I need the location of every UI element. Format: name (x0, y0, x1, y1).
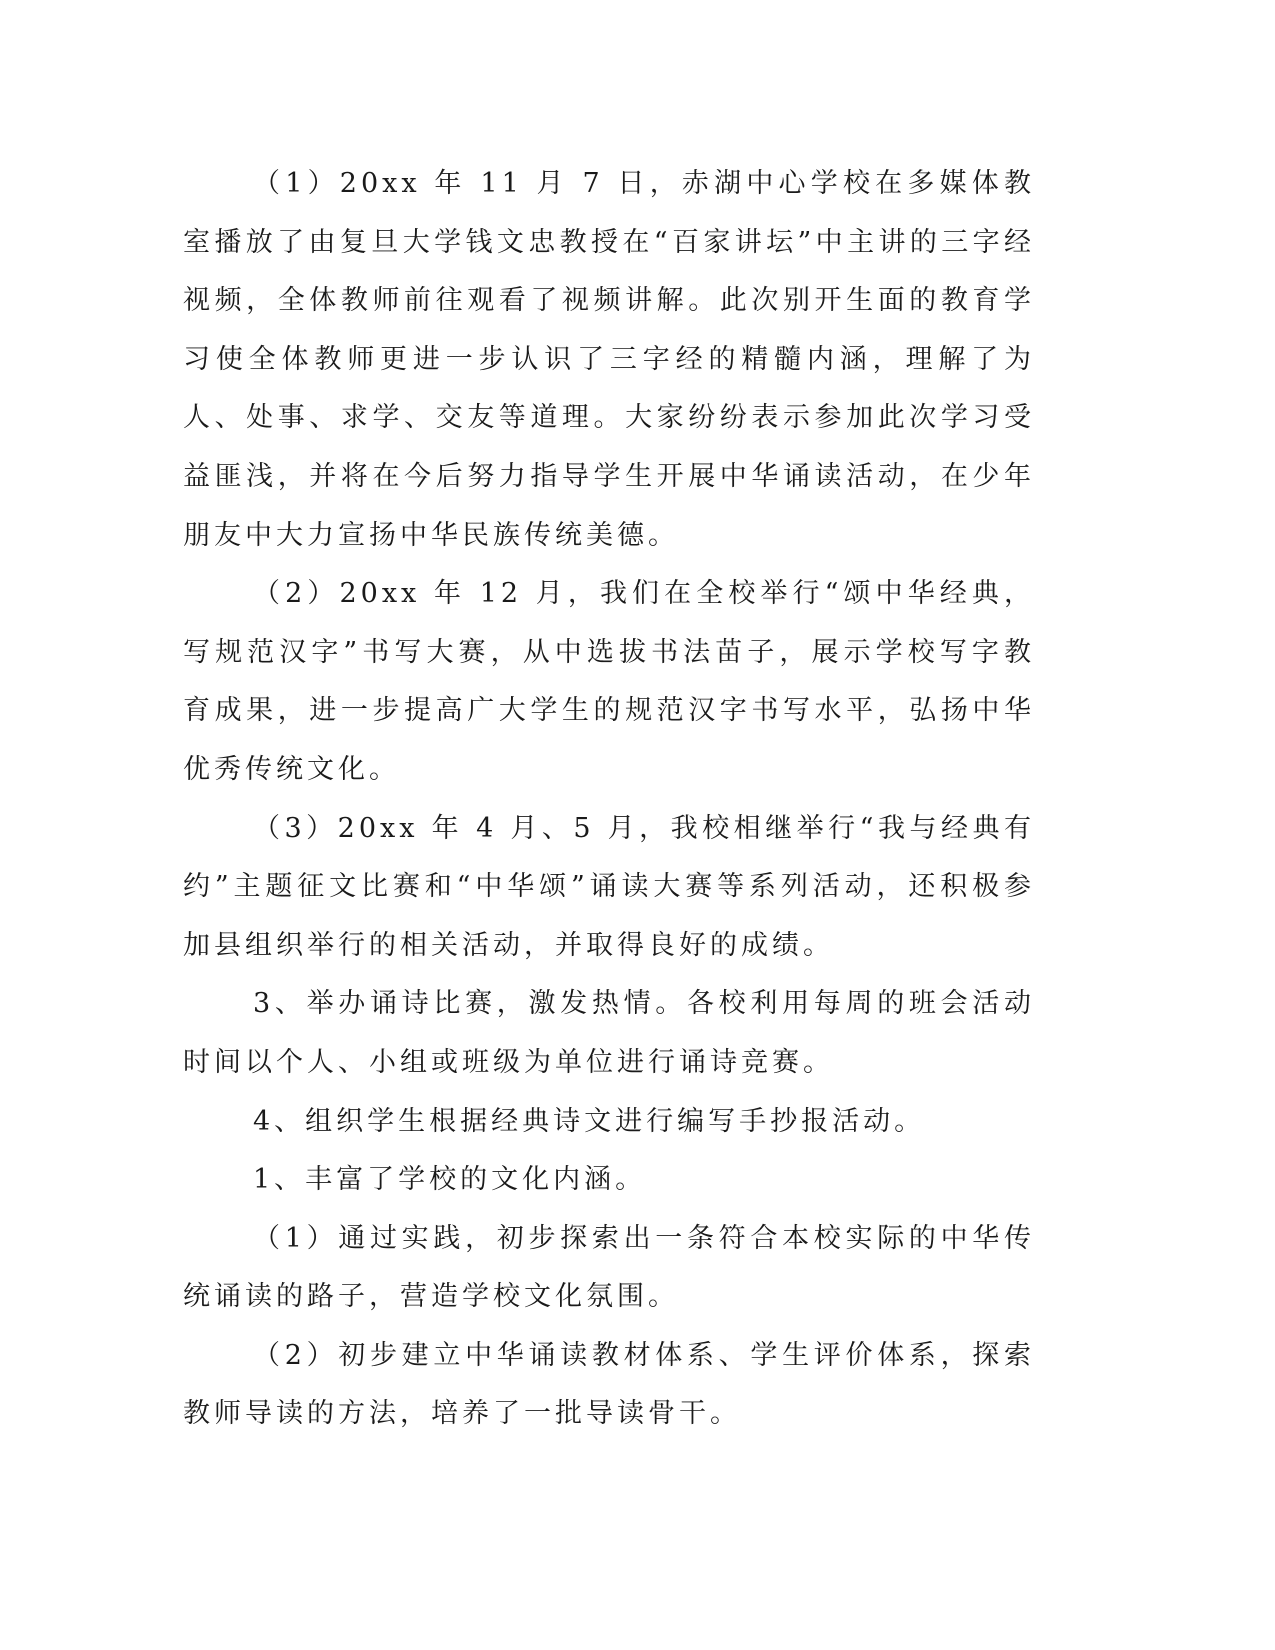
paragraph-3: （3）20xx 年 4 月、5 月，我校相继举行“我与经典有约”主题征文比赛和“中华颂”诵读大赛等系列活动，还积极参加县组织举行的相关活动，并取得良好的成绩。 (183, 812, 1035, 961)
paragraph-6: 1、丰富了学校的文化内涵。 (253, 1164, 647, 1196)
paragraph-4: 3、举办诵诗比赛，激发热情。各校利用每周的班会活动时间以个人、小组或班级为单位进行诵诗竞赛。 (183, 988, 1035, 1078)
paragraph-1: （1）20xx 年 11 月 7 日，赤湖中心学校在多媒体教室播放了由复旦大学钱文忠教授在“百家讲坛”中主讲的三字经视频，全体教师前往观看了视频讲解。此次别开生面的教育学习使全体教师更进一步认识了三字经的精髓内涵，理解了为人、处事、求学、交友等道理。大家纷纷表示参加此次学习受益匪浅，并将在今后努力指导学生开展中华诵读活动，在少年朋友中大力宣扬中华民族传统美德。 (183, 168, 1035, 551)
document-body (183, 155, 1035, 1444)
paragraph-2: （2）20xx 年 12 月，我们在全校举行“颂中华经典，写规范汉字”书写大赛，从中选拔书法苗子，展示学校写字教育成果，进一步提高广大学生的规范汉字书写水平，弘扬中华优秀传统文化。 (183, 578, 1035, 785)
paragraph-5: 4、组织学生根据经典诗文进行编写手抄报活动。 (253, 1105, 926, 1137)
paragraph-8: （2）初步建立中华诵读教材体系、学生评价体系，探索教师导读的方法，培养了一批导读骨干。 (183, 1339, 1035, 1430)
paragraph-7: （1）通过实践，初步探索出一条符合本校实际的中华传统诵读的路子，营造学校文化氛围。 (183, 1222, 1035, 1313)
